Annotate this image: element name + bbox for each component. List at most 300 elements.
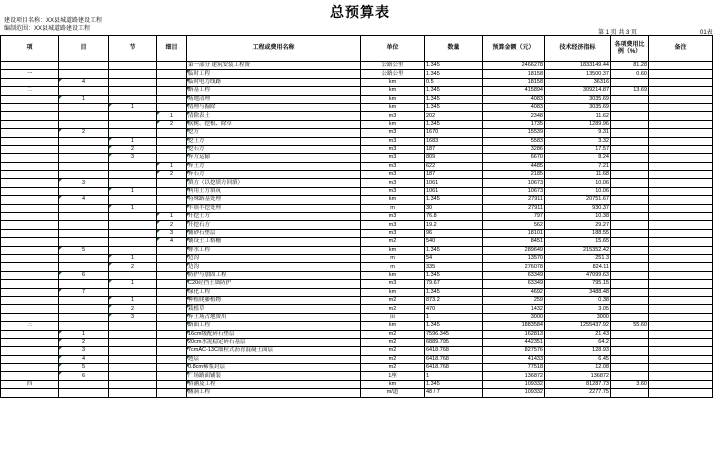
indicator-cell: 0.38 (545, 296, 611, 304)
page-info: 第 1 页 共 3 页 (598, 30, 638, 36)
quantity-cell: 187 (425, 145, 483, 153)
unit-cell: m3 (361, 280, 425, 288)
remark-cell (649, 162, 713, 170)
section-cell (109, 62, 157, 70)
table-row (1, 305, 713, 313)
indicator-cell: 3035.69 (545, 103, 611, 111)
unit-cell: km (361, 380, 425, 388)
remark-cell (649, 95, 713, 103)
unit-cell: m2 (361, 238, 425, 246)
subitem-cell (157, 62, 187, 70)
ratio-cell (611, 196, 649, 204)
unit-cell: km (361, 322, 425, 330)
name-cell: 透层 (187, 355, 361, 363)
category-cell (59, 87, 109, 95)
section-cell (109, 95, 157, 103)
section-cell (109, 288, 157, 296)
ratio-cell (611, 171, 649, 179)
item-cell (1, 288, 59, 296)
unit-cell: m2 (361, 296, 425, 304)
table-row (1, 204, 713, 212)
subitem-cell: 1 (157, 112, 187, 120)
header-cell: 技术经济指标 (545, 36, 611, 62)
table-row (1, 296, 713, 304)
quantity-cell: 54 (425, 254, 483, 262)
unit-cell: 公路公里 (361, 70, 425, 78)
header-cell: 工程或费用名称 (187, 36, 361, 62)
ratio-cell (611, 238, 649, 246)
name-cell: 利用土方填筑 (187, 187, 361, 195)
item-cell (1, 196, 59, 204)
item-cell (1, 271, 59, 279)
subitem-cell: 3 (157, 229, 187, 237)
ratio-cell (611, 372, 649, 380)
unit-cell: m3 (361, 154, 425, 162)
section-cell (109, 129, 157, 137)
item-cell (1, 103, 59, 111)
section-cell (109, 179, 157, 187)
name-cell: 弃土场占地费用 (187, 313, 361, 321)
category-cell (59, 187, 109, 195)
section-cell (109, 322, 157, 330)
unit-cell: 1座 (361, 372, 425, 380)
subitem-cell (157, 347, 187, 355)
section-cell (109, 372, 157, 380)
name-cell: 铺设土工格栅 (187, 238, 361, 246)
remark-cell (649, 271, 713, 279)
table-row (1, 372, 713, 380)
amount-cell: 10673 (483, 187, 545, 195)
name-cell: C20砼挡土墙防护 (187, 280, 361, 288)
quantity-cell: 19.2 (425, 221, 483, 229)
quantity-cell: 1.345 (425, 246, 483, 254)
table-row (1, 171, 713, 179)
section-cell (109, 78, 157, 86)
table-row (1, 137, 713, 145)
subitem-cell (157, 187, 187, 195)
indicator-cell: 11.62 (545, 112, 611, 120)
ratio-cell (611, 305, 649, 313)
remark-cell (649, 70, 713, 78)
table-row (1, 112, 713, 120)
table-row (1, 196, 713, 204)
amount-cell: 41433 (483, 355, 545, 363)
section-cell (109, 196, 157, 204)
remark-cell (649, 179, 713, 187)
section-cell (109, 171, 157, 179)
name-cell: 挖石方 (187, 145, 361, 153)
section-cell (109, 330, 157, 338)
table-row (1, 380, 713, 388)
category-cell: 4 (59, 196, 109, 204)
name-cell: 弃土方 (187, 162, 361, 170)
amount-cell: 1883584 (483, 322, 545, 330)
indicator-cell: 3.05 (545, 305, 611, 313)
quantity-cell: 0.5 (425, 78, 483, 86)
category-cell (59, 221, 109, 229)
name-cell: 涵洞工程 (187, 389, 361, 397)
indicator-cell: 29.27 (545, 221, 611, 229)
table-row (1, 70, 713, 78)
section-cell: 1 (109, 187, 157, 195)
remark-cell (649, 288, 713, 296)
item-cell (1, 254, 59, 262)
ratio-cell (611, 254, 649, 262)
header-cell: 各项费用比例（%） (611, 36, 649, 62)
item-cell (1, 145, 59, 153)
item-cell (1, 347, 59, 355)
remark-cell (649, 129, 713, 137)
indicator-cell: 1255437.92 (545, 322, 611, 330)
table-row (1, 229, 713, 237)
ratio-cell (611, 95, 649, 103)
amount-cell: 276078 (483, 263, 545, 271)
quantity-cell: 873.2 (425, 296, 483, 304)
category-cell (59, 213, 109, 221)
amount-cell: 109332 (483, 389, 545, 397)
name-cell: 清理与掘除 (187, 103, 361, 111)
amount-cell: 1432 (483, 305, 545, 313)
subitem-cell: 1 (157, 162, 187, 170)
table-row (1, 338, 713, 346)
item-cell (1, 62, 59, 70)
amount-cell: 10673 (483, 179, 545, 187)
name-cell: 开挖土方 (187, 213, 361, 221)
item-cell (1, 179, 59, 187)
subitem-cell (157, 154, 187, 162)
unit-cell: km (361, 288, 425, 296)
indicator-cell: 795.15 (545, 280, 611, 288)
section-cell (109, 213, 157, 221)
category-cell (59, 229, 109, 237)
unit-cell: m3 (361, 137, 425, 145)
budget-table (0, 35, 713, 398)
indicator-cell: 81287.73 (545, 380, 611, 388)
remark-cell (649, 338, 713, 346)
section-cell (109, 355, 157, 363)
ratio-cell (611, 355, 649, 363)
quantity-cell: 1.345 (425, 70, 483, 78)
table-row (1, 95, 713, 103)
quantity-cell: 1.345 (425, 103, 483, 111)
indicator-cell: 188.55 (545, 229, 611, 237)
item-cell (1, 120, 59, 128)
compile-scope: 编制范围：XX县城道路建设工程 (4, 26, 91, 32)
ratio-cell (611, 229, 649, 237)
subitem-cell (157, 313, 187, 321)
table-row (1, 120, 713, 128)
table-row (1, 313, 713, 321)
header-cell: 目 (59, 36, 109, 62)
subitem-cell (157, 271, 187, 279)
amount-cell: 27911 (483, 196, 545, 204)
ratio-cell (611, 213, 649, 221)
name-cell: 临时工程 (187, 70, 361, 78)
ratio-cell (611, 347, 649, 355)
quantity-cell: 6418.768 (425, 355, 483, 363)
name-cell: 16cm级配碎石垫层 (187, 330, 361, 338)
quantity-cell: 1.345 (425, 62, 483, 70)
quantity-cell: 1.345 (425, 322, 483, 330)
amount-cell: 27911 (483, 204, 545, 212)
table-row (1, 87, 713, 95)
indicator-cell: 3035.69 (545, 95, 611, 103)
remark-cell (649, 347, 713, 355)
unit-cell: m3 (361, 179, 425, 187)
section-cell (109, 238, 157, 246)
quantity-cell: 1.345 (425, 196, 483, 204)
quantity-cell: 1.345 (425, 271, 483, 279)
subitem-cell (157, 196, 187, 204)
section-cell (109, 380, 157, 388)
category-cell: 6 (59, 271, 109, 279)
amount-cell: 442351 (483, 338, 545, 346)
quantity-cell: 48 / 7 (425, 389, 483, 397)
remark-cell (649, 154, 713, 162)
remark-cell (649, 103, 713, 111)
indicator-cell: 128.93 (545, 347, 611, 355)
indicator-cell: 8.24 (545, 154, 611, 162)
quantity-cell: 1.345 (425, 87, 483, 95)
table-row (1, 364, 713, 372)
amount-cell: 63349 (483, 280, 545, 288)
unit-cell: m3 (361, 187, 425, 195)
table-row (1, 129, 713, 137)
subitem-cell (157, 280, 187, 288)
unit-cell: km (361, 120, 425, 128)
subitem-cell (157, 263, 187, 271)
name-cell: 排水工程 (187, 246, 361, 254)
quantity-cell: 470 (425, 305, 483, 313)
remark-cell (649, 120, 713, 128)
subitem-cell (157, 78, 187, 86)
section-cell (109, 246, 157, 254)
quantity-cell: 540 (425, 238, 483, 246)
remark-cell (649, 380, 713, 388)
ratio-cell (611, 280, 649, 288)
section-cell: 1 (109, 296, 157, 304)
indicator-cell: 136872 (545, 372, 611, 380)
subitem-cell (157, 288, 187, 296)
section-cell: 1 (109, 254, 157, 262)
amount-cell: 18158 (483, 70, 545, 78)
table-row (1, 221, 713, 229)
name-cell: 路基工程 (187, 87, 361, 95)
name-cell: 清除表土 (187, 112, 361, 120)
item-cell (1, 204, 59, 212)
item-cell (1, 364, 59, 372)
subitem-cell: 2 (157, 221, 187, 229)
table-row (1, 288, 713, 296)
ratio-cell (611, 338, 649, 346)
name-cell: 0.8cm稀浆封层 (187, 364, 361, 372)
remark-cell (649, 372, 713, 380)
amount-cell: 562 (483, 221, 545, 229)
unit-cell: m3 (361, 129, 425, 137)
indicator-cell: 64.2 (545, 338, 611, 346)
remark-cell (649, 238, 713, 246)
table-row (1, 347, 713, 355)
ratio-cell (611, 154, 649, 162)
item-cell (1, 154, 59, 162)
name-cell: 路面工程 (187, 322, 361, 330)
table-row (1, 389, 713, 397)
remark-cell (649, 187, 713, 195)
remark-cell (649, 254, 713, 262)
ratio-cell (611, 204, 649, 212)
unit-cell: km (361, 246, 425, 254)
subitem-cell (157, 322, 187, 330)
quantity-cell: 1.345 (425, 95, 483, 103)
table-row (1, 162, 713, 170)
unit-cell: m2 (361, 364, 425, 372)
unit-cell: km (361, 103, 425, 111)
ratio-cell (611, 179, 649, 187)
section-cell (109, 229, 157, 237)
name-cell: 半填半挖处理 (187, 204, 361, 212)
ratio-cell (611, 313, 649, 321)
quantity-cell: 1061 (425, 179, 483, 187)
item-cell (1, 162, 59, 170)
remark-cell (649, 78, 713, 86)
indicator-cell: 3000 (545, 313, 611, 321)
amount-cell: 18101 (483, 229, 545, 237)
category-cell (59, 313, 109, 321)
name-cell: 弃方运输 (187, 154, 361, 162)
unit-cell: m2 (361, 347, 425, 355)
section-cell (109, 112, 157, 120)
item-cell (1, 296, 59, 304)
name-cell: 栽植草 (187, 305, 361, 313)
remark-cell (649, 213, 713, 221)
subitem-cell (157, 204, 187, 212)
unit-cell: m (361, 204, 425, 212)
subitem-cell (157, 305, 187, 313)
ratio-cell (611, 78, 649, 86)
item-cell (1, 246, 59, 254)
ratio-cell (611, 288, 649, 296)
amount-cell: 162813 (483, 330, 545, 338)
subitem-cell (157, 254, 187, 262)
quantity-cell: 6418.768 (425, 347, 483, 355)
name-cell: 7cmAC-13C细粒式沥青混凝土面层 (187, 347, 361, 355)
category-cell (59, 103, 109, 111)
table-number: 01表 (700, 30, 713, 36)
quantity-cell: 1 (425, 372, 483, 380)
name-cell: 挖方 (187, 129, 361, 137)
unit-cell: m3 (361, 221, 425, 229)
ratio-cell (611, 271, 649, 279)
ratio-cell (611, 187, 649, 195)
unit-cell: m2 (361, 305, 425, 313)
unit-cell: km (361, 95, 425, 103)
remark-cell (649, 246, 713, 254)
category-cell: 5 (59, 246, 109, 254)
item-cell: 四 (1, 380, 59, 388)
name-cell: 种植爬藤植物 (187, 296, 361, 304)
remark-cell (649, 313, 713, 321)
quantity-cell: 79.67 (425, 280, 483, 288)
amount-cell: 63349 (483, 271, 545, 279)
unit-cell: 公路公里 (361, 62, 425, 70)
category-cell (59, 296, 109, 304)
quantity-cell: 1.345 (425, 120, 483, 128)
quantity-cell: 1.345 (425, 288, 483, 296)
name-cell: 特殊路基处理 (187, 196, 361, 204)
category-cell (59, 389, 109, 397)
remark-cell (649, 389, 713, 397)
name-cell: 20cm水泥稳定碎石基层 (187, 338, 361, 346)
section-cell (109, 87, 157, 95)
category-cell (59, 145, 109, 153)
subitem-cell (157, 137, 187, 145)
name-cell: 第一部分 建筑安装工程费 (187, 62, 361, 70)
subitem-cell (157, 95, 187, 103)
ratio-cell: 13.69 (611, 87, 649, 95)
remark-cell (649, 263, 713, 271)
amount-cell: 6670 (483, 154, 545, 162)
table-row (1, 187, 713, 195)
subitem-cell (157, 364, 187, 372)
ratio-cell (611, 246, 649, 254)
remark-cell (649, 305, 713, 313)
remark-cell (649, 145, 713, 153)
quantity-cell: 622 (425, 162, 483, 170)
indicator-cell: 11.68 (545, 171, 611, 179)
amount-cell: 797 (483, 213, 545, 221)
unit-cell: 亩 (361, 313, 425, 321)
item-cell (1, 372, 59, 380)
remark-cell (649, 87, 713, 95)
remark-cell (649, 355, 713, 363)
subitem-cell: 2 (157, 120, 187, 128)
item-cell: 一 (1, 70, 59, 78)
unit-cell: m2 (361, 338, 425, 346)
table-row (1, 62, 713, 70)
name-cell: 填方（以挖填方回填） (187, 179, 361, 187)
table-row (1, 238, 713, 246)
indicator-cell: 6.45 (545, 355, 611, 363)
amount-cell: 2348 (483, 112, 545, 120)
quantity-cell: 96 (425, 229, 483, 237)
subitem-cell (157, 372, 187, 380)
name-cell: 弃石方 (187, 171, 361, 179)
subitem-cell (157, 380, 187, 388)
name-cell: 开挖石方 (187, 221, 361, 229)
section-cell: 2 (109, 263, 157, 271)
name-cell: 临时电力线路 (187, 78, 361, 86)
ratio-cell: 55.60 (611, 322, 649, 330)
table-row (1, 103, 713, 111)
section-cell (109, 70, 157, 78)
section-cell: 3 (109, 313, 157, 321)
amount-cell: 4692 (483, 288, 545, 296)
unit-cell: m3 (361, 162, 425, 170)
indicator-cell: 930.37 (545, 204, 611, 212)
indicator-cell: 15.65 (545, 238, 611, 246)
item-cell (1, 355, 59, 363)
quantity-cell: 1.345 (425, 380, 483, 388)
indicator-cell: 7.21 (545, 162, 611, 170)
category-cell (59, 280, 109, 288)
ratio-cell (611, 364, 649, 372)
amount-cell: 136872 (483, 372, 545, 380)
table-row (1, 280, 713, 288)
item-cell (1, 221, 59, 229)
section-cell (109, 364, 157, 372)
category-cell (59, 254, 109, 262)
unit-cell: m2 (361, 330, 425, 338)
